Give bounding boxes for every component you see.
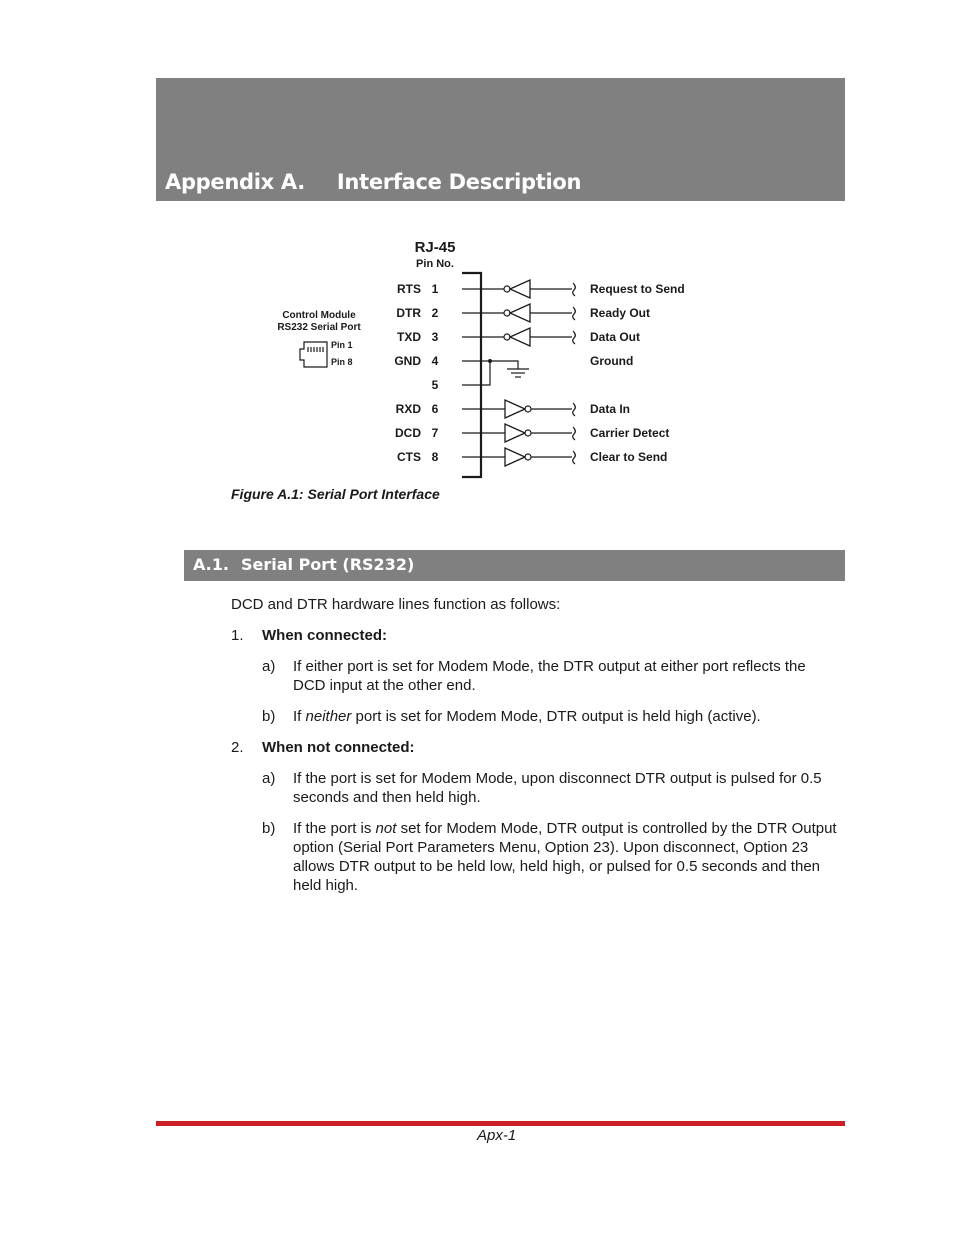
section-header	[184, 550, 845, 581]
item2-heading: When not connected:	[262, 739, 415, 756]
pin-no-label: Pin No.	[416, 258, 454, 270]
pin-row	[395, 424, 669, 442]
pin-description: Request to Send	[590, 282, 685, 296]
pin-description: Ground	[590, 354, 634, 368]
pin-number: 7	[431, 426, 439, 440]
item2b-text-post: set for Modem Mode, DTR output is controlled by the DTR Output option (Serial Port Parameters Menu, Option 23). Upon disconnect, Option 23 allows DTR output to be held low, held high, or pulsed for 0.5 seconds and then held high.	[293, 820, 837, 894]
rj45-jack-icon	[300, 342, 327, 367]
item1-heading: When connected:	[262, 627, 388, 644]
pin-description: Ready Out	[590, 306, 651, 320]
junction-dot	[488, 359, 492, 363]
section-number: A.1.	[193, 555, 229, 574]
item2b-text-pre: If the port is	[293, 820, 376, 837]
item1-number: 1.	[231, 627, 244, 644]
pin-number: 5	[431, 378, 439, 392]
wire-break-icon	[573, 451, 576, 464]
wire-break-icon	[573, 307, 576, 320]
item2a-text: If the port is set for Modem Mode, upon disconnect DTR output is pulsed for 0.5 seconds and then held high.	[293, 770, 822, 806]
item2b-text-emphasis: not	[375, 820, 397, 837]
item2a-label: a)	[262, 770, 276, 787]
wire-break-icon	[573, 403, 576, 416]
serial-port-diagram	[0, 0, 954, 540]
page-number: Apx-1	[477, 1127, 517, 1144]
item1b-text-emphasis: neither	[305, 708, 352, 725]
module-label-line1: Control Module	[282, 310, 356, 321]
pin-signal: TXD	[397, 330, 421, 344]
item1b-text	[293, 707, 838, 726]
output-driver-icon	[510, 328, 530, 346]
input-receiver-icon	[505, 400, 525, 418]
wire-break-icon	[573, 427, 576, 440]
output-driver-icon	[510, 280, 530, 298]
pin-signal: CTS	[397, 450, 421, 464]
pin-number: 2	[431, 306, 439, 320]
pin-signal: RTS	[397, 282, 421, 296]
pin-signal: RXD	[395, 402, 421, 416]
input-receiver-icon	[505, 448, 525, 466]
pin-number: 4	[431, 354, 439, 368]
pin-number: 1	[431, 282, 439, 296]
section-name: Serial Port (RS232)	[240, 555, 415, 574]
item1b-text-post: port is set for Modem Mode, DTR output is held high (active).	[351, 708, 761, 725]
item1b-text-pre: If	[293, 708, 306, 725]
item1b-label: b)	[262, 708, 276, 725]
pin-rows	[394, 280, 684, 466]
pin-row	[432, 378, 439, 392]
item1a-text: If either port is set for Modem Mode, the DTR output at either port reflects the DCD input at the other end.	[293, 658, 806, 694]
pin1-label: Pin 1	[331, 340, 353, 350]
receiver-bubble	[525, 430, 531, 436]
module-label-line2: RS232 Serial Port	[277, 322, 361, 333]
pin-number: 6	[431, 402, 439, 416]
item2b-label: b)	[262, 820, 276, 837]
receiver-bubble	[525, 454, 531, 460]
section-title	[193, 555, 414, 574]
pin-description: Carrier Detect	[590, 426, 670, 440]
pin-row	[396, 400, 630, 418]
appendix-label: Appendix A.	[165, 170, 305, 194]
pin-row	[394, 354, 633, 385]
pin-description: Data In	[590, 402, 631, 416]
pin-row	[396, 304, 650, 322]
ground-icon	[507, 369, 529, 377]
pin-signal: DTR	[396, 306, 421, 320]
pin-description: Data Out	[590, 330, 641, 344]
pin-description: Clear to Send	[590, 450, 668, 464]
item2-number: 2.	[231, 739, 244, 756]
pin-row	[397, 280, 685, 298]
figure-caption: Figure A.1: Serial Port Interface	[231, 486, 440, 502]
pin-row	[397, 328, 640, 346]
pin-number: 8	[431, 450, 439, 464]
pin-number: 3	[431, 330, 439, 344]
item1a-label: a)	[262, 658, 276, 675]
wire-break-icon	[573, 283, 576, 296]
pin5-tie-wire	[462, 361, 490, 385]
pin-signal: DCD	[395, 426, 421, 440]
pin-signal: GND	[394, 354, 421, 368]
receiver-bubble	[525, 406, 531, 412]
pin8-label: Pin 8	[331, 357, 353, 367]
wire-break-icon	[573, 331, 576, 344]
connector-bracket	[462, 273, 481, 477]
item2b-text	[293, 819, 838, 895]
pin-row	[397, 448, 667, 466]
appendix-title: Interface Description	[336, 170, 582, 194]
output-driver-icon	[510, 304, 530, 322]
footer-rule	[156, 1121, 845, 1126]
input-receiver-icon	[505, 424, 525, 442]
intro-paragraph: DCD and DTR hardware lines function as follows:	[231, 596, 561, 613]
connector-label: RJ-45	[414, 239, 456, 256]
